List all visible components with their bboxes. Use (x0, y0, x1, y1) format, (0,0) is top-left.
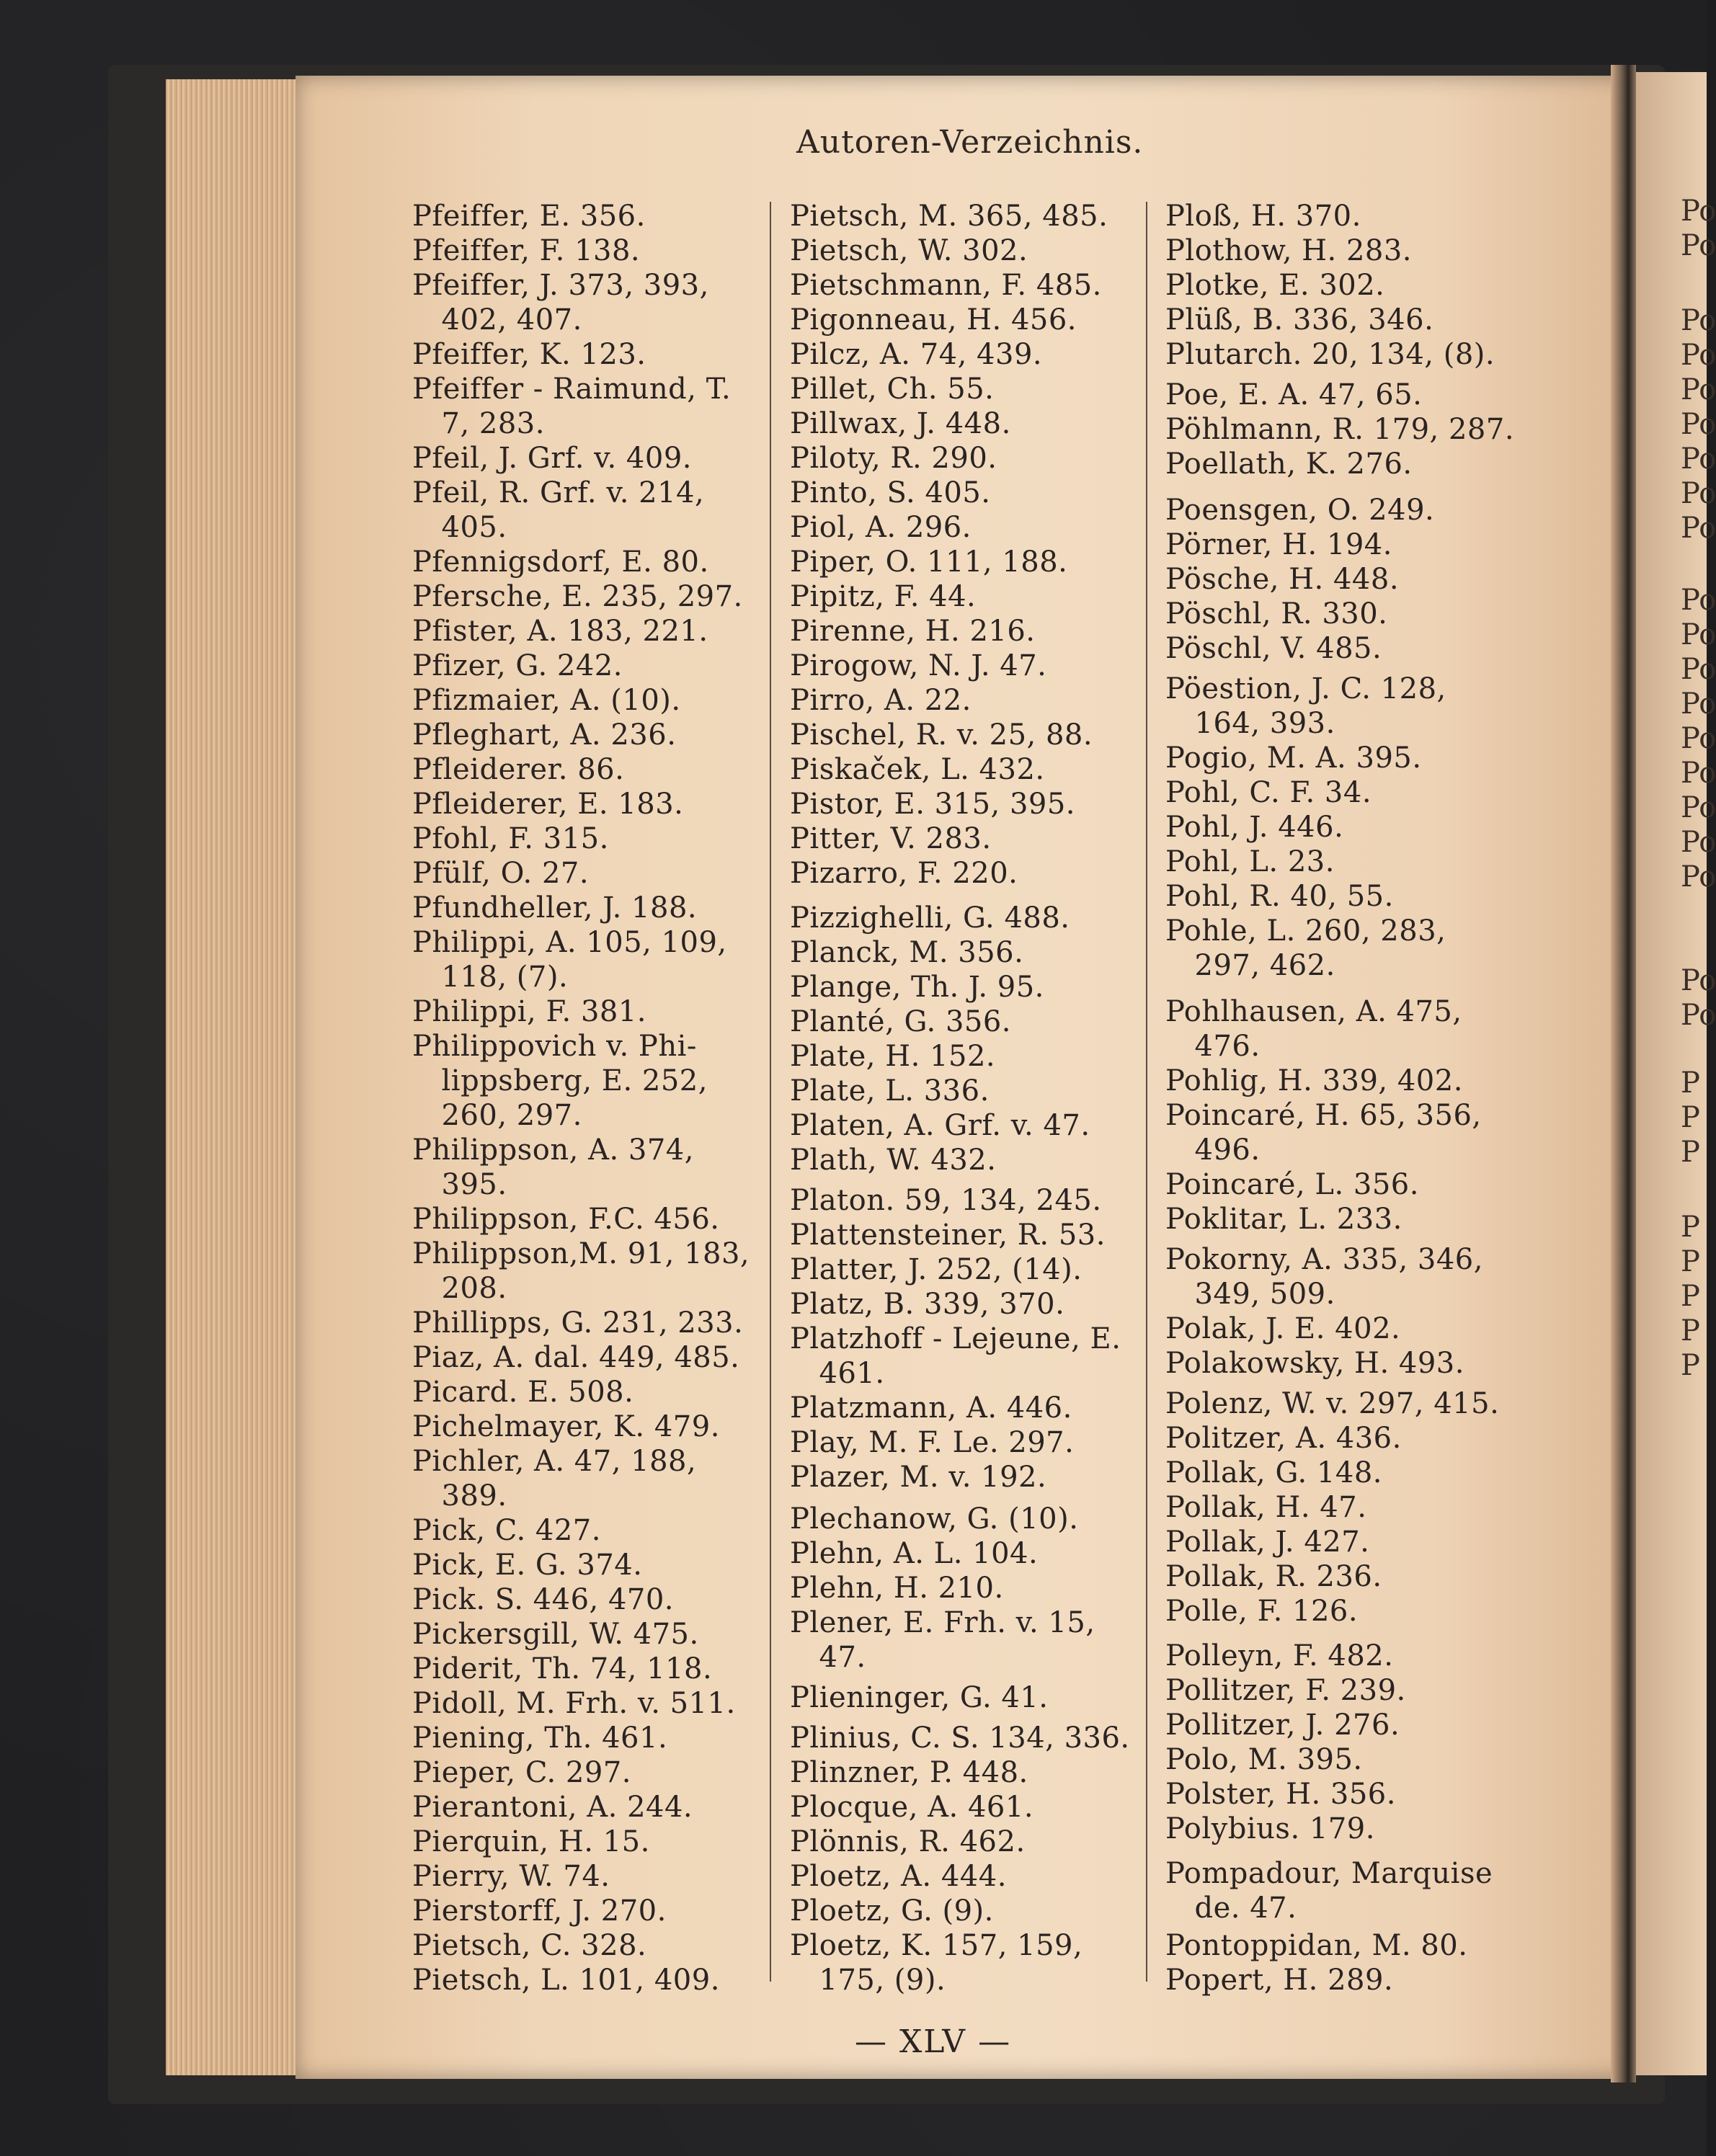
index-entry: Pidoll, M. Frh. v. 511. (412, 1687, 736, 1720)
facing-page-text: Po (1681, 229, 1716, 262)
index-entry: Polster, H. 356. (1165, 1778, 1396, 1811)
index-entry: Pollak, R. 236. (1165, 1560, 1382, 1593)
index-entry: 260, 297. (412, 1099, 582, 1132)
index-entry: Pfohl, F. 315. (412, 822, 609, 855)
index-entry: Pick, E. G. 374. (412, 1549, 643, 1582)
index-entry: 297, 462. (1165, 949, 1335, 982)
index-entry: Pillwax, J. 448. (790, 407, 1011, 440)
index-entry: Plotke, E. 302. (1165, 269, 1385, 302)
page-number: — XLV — (855, 2023, 1012, 2060)
index-entry: Piening, Th. 461. (412, 1721, 668, 1755)
facing-page-text: P (1681, 1211, 1700, 1244)
index-entry: Plehn, H. 210. (790, 1572, 1004, 1605)
index-entry: Plüß, B. 336, 346. (1165, 303, 1434, 337)
index-entry: Pieper, C. 297. (412, 1756, 631, 1789)
index-entry: Philippson, F.C. 456. (412, 1203, 720, 1236)
index-entry: 476. (1165, 1030, 1261, 1063)
index-entry: Pontoppidan, M. 80. (1165, 1929, 1468, 1962)
facing-page-text: Po (1681, 687, 1716, 721)
facing-page-text: Po (1681, 618, 1716, 651)
index-entry: Polo, M. 395. (1165, 1743, 1363, 1776)
facing-page-text: Po (1681, 373, 1716, 406)
index-entry: Plate, H. 152. (790, 1040, 996, 1073)
index-entry: Ploetz, G. (9). (790, 1894, 994, 1928)
index-entry: Ploetz, K. 157, 159, (790, 1929, 1083, 1962)
facing-page-text: Po (1681, 477, 1716, 510)
index-entry: Pizarro, F. 220. (790, 857, 1018, 890)
index-entry: Plinius, C. S. 134, 336. (790, 1721, 1130, 1755)
index-entry: Plechanow, G. (10). (790, 1502, 1079, 1536)
index-entry: Piloty, R. 290. (790, 442, 997, 475)
index-entry: Pösche, H. 448. (1165, 563, 1400, 596)
index-entry: Pollak, H. 47. (1165, 1491, 1367, 1524)
index-entry: Pfundheller, J. 188. (412, 891, 698, 925)
index-entry: Popert, H. 289. (1165, 1964, 1394, 1997)
facing-page-text: Po (1681, 653, 1716, 686)
index-entry: Picard. E. 508. (412, 1376, 634, 1409)
index-entry: Platzhoff - Lejeune, E. (790, 1322, 1121, 1355)
index-entry: Pietschmann, F. 485. (790, 269, 1102, 302)
index-entry: Poe, E. A. 47, 65. (1165, 378, 1423, 411)
index-entry: Phillipps, G. 231, 233. (412, 1306, 744, 1340)
index-entry: Pickersgill, W. 475. (412, 1618, 699, 1651)
index-entry: Plehn, A. L. 104. (790, 1537, 1039, 1570)
facing-page-text: Po (1681, 999, 1716, 1032)
index-entry: Pierstorff, J. 270. (412, 1894, 667, 1928)
index-entry: Platen, A. Grf. v. 47. (790, 1109, 1090, 1142)
index-entry: Poellath, K. 276. (1165, 447, 1413, 481)
index-entry: Pohl, R. 40, 55. (1165, 880, 1394, 913)
index-entry: 461. (790, 1357, 885, 1390)
index-entry: Plothow, H. 283. (1165, 234, 1413, 267)
index-entry: Pinto, S. 405. (790, 476, 991, 509)
facing-page-text: P (1681, 1280, 1700, 1313)
index-entry: Pfeiffer, K. 123. (412, 338, 646, 371)
index-entry: Pogio, M. A. 395. (1165, 741, 1422, 775)
index-entry: Pietsch, M. 365, 485. (790, 200, 1108, 233)
index-entry: Pichelmayer, K. 479. (412, 1410, 720, 1443)
index-entry: Polle, F. 126. (1165, 1595, 1359, 1628)
index-entry: Pfizer, G. 242. (412, 649, 623, 682)
index-entry: 118, (7). (412, 961, 569, 994)
index-entry: Plazer, M. v. 192. (790, 1461, 1047, 1494)
index-entry: Pistor, E. 315, 395. (790, 788, 1076, 821)
facing-page-text: P (1681, 1349, 1700, 1382)
index-entry: Polak, J. E. 402. (1165, 1312, 1401, 1345)
facing-page-text: P (1681, 1101, 1700, 1134)
index-entry: Philippson,M. 91, 183, (412, 1237, 750, 1270)
index-entry: Ploetz, A. 444. (790, 1860, 1007, 1893)
facing-page-text: Po (1681, 964, 1716, 997)
index-entry: Pigonneau, H. 456. (790, 303, 1077, 337)
facing-page-text: Po (1681, 339, 1716, 372)
index-entry: Pierantoni, A. 244. (412, 1791, 693, 1824)
index-entry: Pfeil, J. Grf. v. 409. (412, 442, 692, 475)
index-entry: Pfeiffer, E. 356. (412, 200, 646, 233)
index-entry: Pohlig, H. 339, 402. (1165, 1064, 1463, 1097)
facing-page-text: Po (1681, 722, 1716, 755)
index-entry: Planté, G. 356. (790, 1005, 1012, 1038)
facing-page-text: Po (1681, 408, 1716, 441)
facing-page-text: Po (1681, 304, 1716, 337)
index-entry: Pöhlmann, R. 179, 287. (1165, 413, 1515, 446)
index-entry: Pirro, A. 22. (790, 684, 972, 717)
index-entry: Piol, A. 296. (790, 511, 972, 544)
index-entry: Pöschl, V. 485. (1165, 632, 1382, 665)
index-entry: Polybius. 179. (1165, 1812, 1375, 1845)
index-entry: 208. (412, 1272, 507, 1305)
index-entry: Planck, M. 356. (790, 936, 1024, 969)
index-entry: Plinzner, P. 448. (790, 1756, 1028, 1789)
index-entry: Pfister, A. 183, 221. (412, 615, 708, 648)
facing-page-text: Po (1681, 512, 1716, 545)
index-entry: Pohl, C. F. 34. (1165, 776, 1372, 809)
index-entry: Polakowsky, H. 493. (1165, 1347, 1464, 1380)
index-entry: Platon. 59, 134, 245. (790, 1184, 1102, 1217)
index-entry: Play, M. F. Le. 297. (790, 1426, 1075, 1459)
index-entry: Pfeiffer - Raimund, T. (412, 373, 732, 406)
index-entry: Pierry, W. 74. (412, 1860, 610, 1893)
index-entry: Plener, E. Frh. v. 15, (790, 1606, 1095, 1639)
index-entry: Plath, W. 432. (790, 1144, 997, 1177)
index-entry: Pfeil, R. Grf. v. 214, (412, 476, 705, 509)
index-entry: Platz, B. 339, 370. (790, 1288, 1065, 1321)
index-entry: Pollitzer, J. 276. (1165, 1709, 1400, 1742)
index-entry: Pietsch, W. 302. (790, 234, 1028, 267)
book-gutter (1611, 65, 1636, 2082)
index-entry: Pompadour, Marquise (1165, 1857, 1493, 1890)
index-entry: Pfennigsdorf, E. 80. (412, 545, 709, 579)
index-entry: Poincaré, H. 65, 356, (1165, 1099, 1482, 1132)
index-entry: Pollitzer, F. 239. (1165, 1674, 1406, 1707)
facing-page-text: Po (1681, 860, 1716, 894)
index-entry: Plieninger, G. 41. (790, 1681, 1049, 1714)
index-entry: Pfeiffer, F. 138. (412, 234, 641, 267)
index-entry: Pfleghart, A. 236. (412, 718, 677, 752)
index-entry: 405. (412, 511, 507, 544)
index-entry: Polenz, W. v. 297, 415. (1165, 1387, 1500, 1420)
index-entry: Pfülf, O. 27. (412, 857, 590, 890)
index-entry: Pillet, Ch. 55. (790, 373, 995, 406)
index-entry: 175, (9). (790, 1964, 946, 1997)
index-entry: Pizzighelli, G. 488. (790, 901, 1070, 935)
index-entry: Pischel, R. v. 25, 88. (790, 718, 1093, 752)
facing-page-fragment (1636, 72, 1716, 2075)
index-entry: 164, 393. (1165, 707, 1335, 740)
index-entry: 349, 509. (1165, 1278, 1335, 1311)
index-entry: 7, 283. (412, 407, 545, 440)
index-entry: Philippi, F. 381. (412, 995, 647, 1028)
index-entry: Pohle, L. 260, 283, (1165, 914, 1446, 948)
index-entry: 496. (1165, 1133, 1261, 1167)
index-entry: Pipitz, F. 44. (790, 580, 977, 613)
index-entry: Platter, J. 252, (14). (790, 1253, 1082, 1286)
index-entry: de. 47. (1165, 1892, 1297, 1925)
index-entry: Piper, O. 111, 188. (790, 545, 1068, 579)
facing-page-text: Po (1681, 442, 1716, 476)
index-entry: 47. (790, 1641, 866, 1674)
index-entry: Pöschl, R. 330. (1165, 597, 1388, 631)
index-entry: Pilcz, A. 74, 439. (790, 338, 1043, 371)
index-entry: Plutarch. 20, 134, (8). (1165, 338, 1495, 371)
index-entry: Pörner, H. 194. (1165, 528, 1392, 561)
column-rule (770, 202, 771, 1982)
index-entry: Pietsch, L. 101, 409. (412, 1964, 720, 1997)
index-entry: Piaz, A. dal. 449, 485. (412, 1341, 740, 1374)
index-entry: Pfizmaier, A. (10). (412, 684, 681, 717)
index-entry: Pohl, J. 446. (1165, 811, 1344, 844)
index-entry: Poincaré, L. 356. (1165, 1168, 1419, 1201)
index-entry: Pfeiffer, J. 373, 393, (412, 269, 709, 302)
index-entry: Poensgen, O. 249. (1165, 494, 1435, 527)
index-entry: Pichler, A. 47, 188, (412, 1445, 697, 1478)
facing-page-text: Po (1681, 195, 1716, 228)
index-entry: 395. (412, 1168, 507, 1201)
index-entry: Pick. S. 446, 470. (412, 1583, 675, 1616)
index-entry: lippsberg, E. 252, (412, 1064, 708, 1097)
index-entry: Plattensteiner, R. 53. (790, 1219, 1106, 1252)
index-entry: Philippson, A. 374, (412, 1133, 694, 1167)
index-entry: Pirogow, N. J. 47. (790, 649, 1047, 682)
index-entry: Pohlhausen, A. 475, (1165, 995, 1462, 1028)
index-entry: Poklitar, L. 233. (1165, 1203, 1402, 1236)
index-entry: Pick, C. 427. (412, 1514, 601, 1547)
index-entry: Politzer, A. 436. (1165, 1422, 1402, 1455)
index-entry: Plönnis, R. 462. (790, 1825, 1026, 1858)
page-header: Autoren-Verzeichnis. (796, 124, 1144, 161)
index-entry: Pierquin, H. 15. (412, 1825, 650, 1858)
index-entry: Plange, Th. J. 95. (790, 971, 1044, 1004)
facing-page-text: Po (1681, 584, 1716, 617)
index-entry: 389. (412, 1479, 507, 1513)
index-entry: Pirenne, H. 216. (790, 615, 1036, 648)
index-entry: Philippovich v. Phi- (412, 1030, 697, 1063)
facing-page-text: Po (1681, 757, 1716, 790)
index-entry: Pohl, L. 23. (1165, 845, 1335, 878)
index-entry: Pitter, V. 283. (790, 822, 992, 855)
index-entry: Pfleiderer. 86. (412, 753, 625, 786)
facing-page-text: Po (1681, 826, 1716, 859)
index-entry: Pfleiderer, E. 183. (412, 788, 684, 821)
index-entry: Plate, L. 336. (790, 1074, 990, 1108)
index-entry: Pöestion, J. C. 128, (1165, 672, 1446, 705)
index-entry: Ploß, H. 370. (1165, 200, 1361, 233)
index-entry: Pietsch, C. 328. (412, 1929, 647, 1962)
index-entry: Pollak, G. 148. (1165, 1456, 1382, 1489)
facing-page-text: Po (1681, 791, 1716, 824)
facing-page-text: P (1681, 1314, 1700, 1348)
index-entry: 402, 407. (412, 303, 582, 337)
index-entry: Pfersche, E. 235, 297. (412, 580, 743, 613)
index-entry: Plocque, A. 461. (790, 1791, 1034, 1824)
column-rule (1146, 202, 1147, 1982)
index-entry: Pokorny, A. 335, 346, (1165, 1243, 1483, 1276)
index-entry: Philippi, A. 105, 109, (412, 926, 727, 959)
index-entry: Piderit, Th. 74, 118. (412, 1652, 713, 1685)
index-entry: Piskaček, L. 432. (790, 753, 1045, 786)
index-entry: Pollak, J. 427. (1165, 1525, 1370, 1559)
facing-page-text: P (1681, 1136, 1700, 1169)
facing-page-text: P (1681, 1066, 1700, 1100)
facing-page-text: P (1681, 1245, 1700, 1278)
index-entry: Polleyn, F. 482. (1165, 1639, 1394, 1672)
index-entry: Platzmann, A. 446. (790, 1391, 1072, 1425)
